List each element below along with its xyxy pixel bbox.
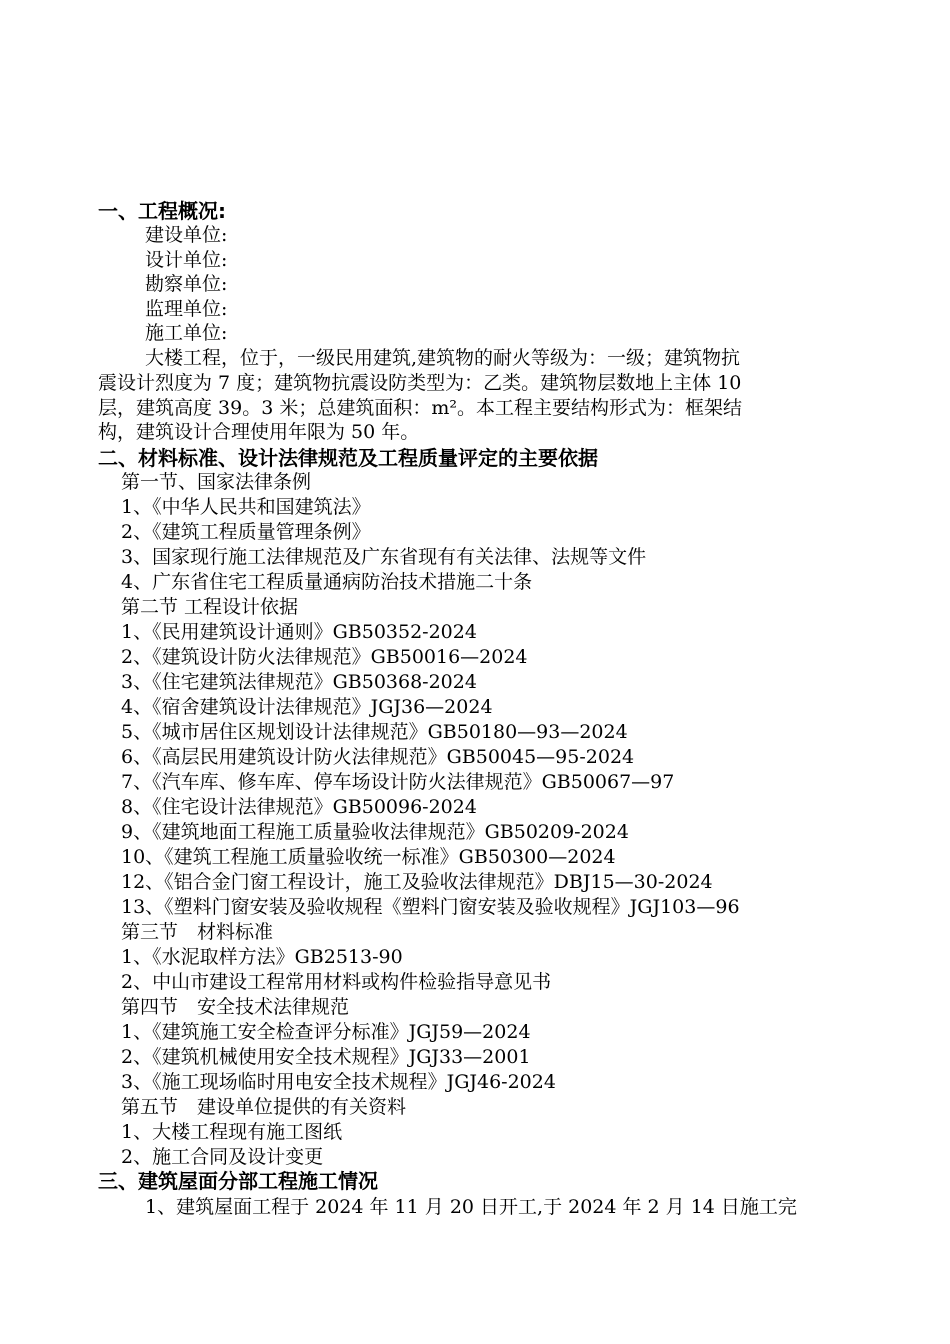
list-item: 4、《宿舍建筑设计法律规范》JGJ36—2024 <box>121 696 493 718</box>
overview-paragraph-line: 大楼工程，位于，一级民用建筑,建筑物的耐火等级为：一级；建筑物抗 <box>145 347 741 369</box>
overview-paragraph-line: 层，建筑高度 39。3 米；总建筑面积：m²。本工程主要结构形式为：框架结 <box>98 397 742 419</box>
list-item: 3、《住宅建筑法律规范》GB50368-2024 <box>121 671 477 693</box>
list-item: 13、《塑料门窗安装及验收规程《塑料门窗安装及验收规程》JGJ103—96 <box>121 896 740 918</box>
list-item: 2、《建筑工程质量管理条例》 <box>121 521 371 543</box>
list-item: 6、《高层民用建筑设计防火法律规范》GB50045—95-2024 <box>121 746 635 768</box>
list-item: 1、《水泥取样方法》GB2513-90 <box>121 946 403 968</box>
list-item: 4、广东省住宅工程质量通病防治技术措施二十条 <box>121 571 533 593</box>
list-item: 2、施工合同及设计变更 <box>121 1146 324 1168</box>
section3-line: 1、建筑屋面工程于 2024 年 11 月 20 日开工,于 2024 年 2 月 14 日施工完 <box>145 1196 797 1218</box>
list-item: 10、《建筑工程施工质量验收统一标准》GB50300—2024 <box>121 846 616 868</box>
subsection-heading: 第四节 安全技术法律规范 <box>121 996 350 1018</box>
subsection-heading: 第二节 工程设计依据 <box>121 596 299 618</box>
section2-title: 二、材料标准、设计法律规范及工程质量评定的主要依据 <box>98 446 598 470</box>
list-item: 2、《建筑设计防火法律规范》GB50016—2024 <box>121 646 528 668</box>
overview-paragraph-line: 构，建筑设计合理使用年限为 50 年。 <box>98 421 420 443</box>
subsection-heading: 第三节 材料标准 <box>121 921 274 943</box>
list-item: 12、《铝合金门窗工程设计，施工及验收法律规范》DBJ15—30-2024 <box>121 871 713 893</box>
subsection-heading: 第五节 建设单位提供的有关资料 <box>121 1096 407 1118</box>
field-construction-unit: 建设单位: <box>145 224 228 246</box>
list-item: 9、《建筑地面工程施工质量验收法律规范》GB50209-2024 <box>121 821 629 843</box>
field-design-unit: 设计单位: <box>145 249 228 271</box>
list-item: 1、《民用建筑设计通则》GB50352-2024 <box>121 621 477 643</box>
section3-title: 三、建筑屋面分部工程施工情况 <box>98 1169 378 1193</box>
list-item: 1、《中华人民共和国建筑法》 <box>121 496 371 518</box>
list-item: 2、《建筑机械使用安全技术规程》JGJ33—2001 <box>121 1046 531 1068</box>
list-item: 5、《城市居住区规划设计法律规范》GB50180—93—2024 <box>121 721 628 743</box>
list-item: 7、《汽车库、修车库、停车场设计防火法律规范》GB50067—97 <box>121 771 675 793</box>
list-item: 3、国家现行施工法律规范及广东省现有有关法律、法规等文件 <box>121 546 647 568</box>
list-item: 8、《住宅设计法律规范》GB50096-2024 <box>121 796 477 818</box>
overview-paragraph-line: 震设计烈度为 7 度；建筑物抗震设防类型为：乙类。建筑物层数地上主体 10 <box>98 372 742 394</box>
field-supervision-unit: 监理单位: <box>145 298 228 320</box>
field-survey-unit: 勘察单位: <box>145 273 228 295</box>
list-item: 1、大楼工程现有施工图纸 <box>121 1121 343 1143</box>
list-item: 3、《施工现场临时用电安全技术规程》JGJ46-2024 <box>121 1071 556 1093</box>
section1-title: 一、工程概况: <box>98 199 226 223</box>
subsection-heading: 第一节、国家法律条例 <box>121 471 312 493</box>
list-item: 1、《建筑施工安全检查评分标准》JGJ59—2024 <box>121 1021 531 1043</box>
list-item: 2、中山市建设工程常用材料或构件检验指导意见书 <box>121 971 552 993</box>
field-contractor-unit: 施工单位: <box>145 322 228 344</box>
